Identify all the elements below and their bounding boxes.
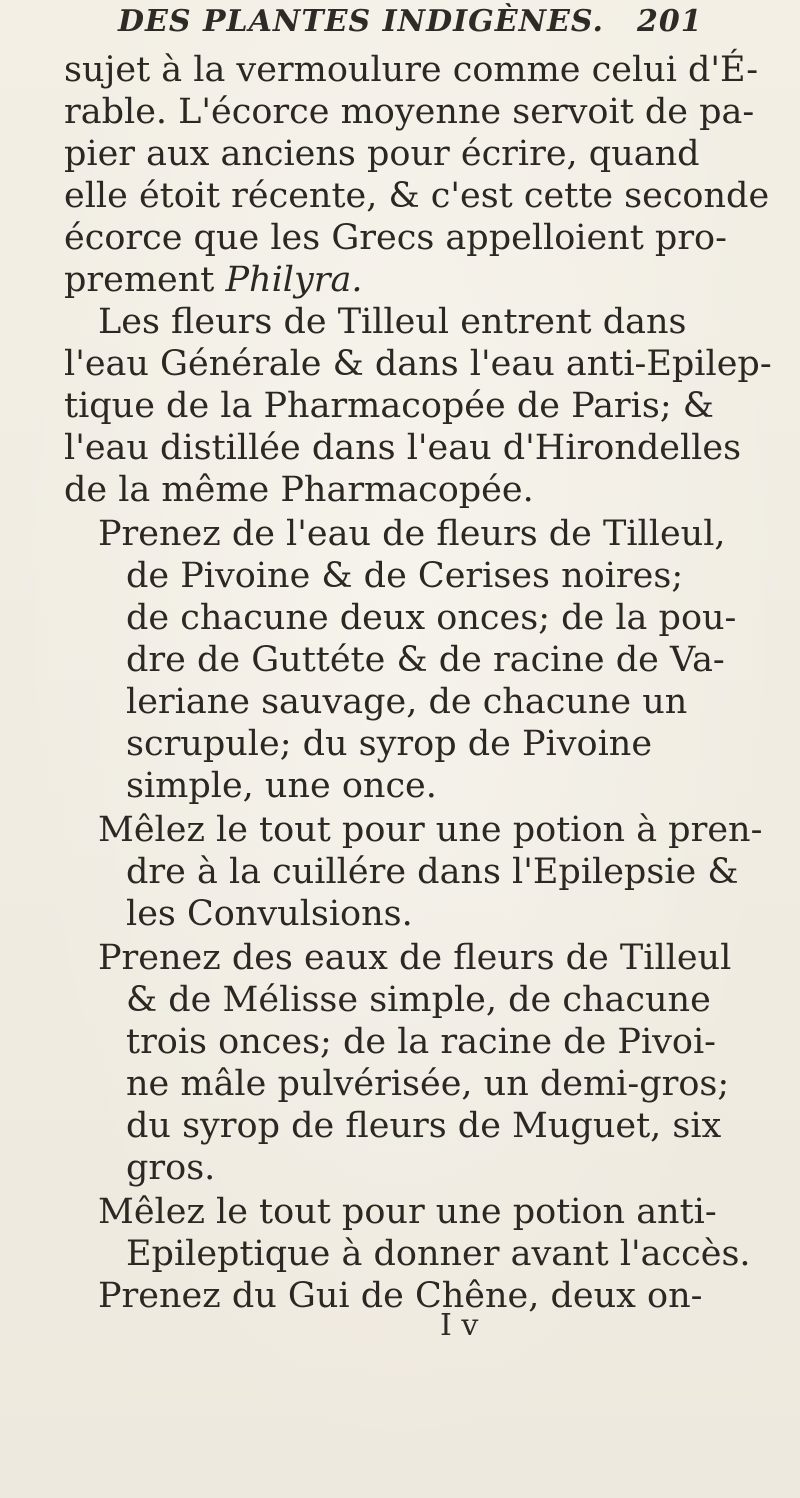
text-segment: prement xyxy=(64,260,215,300)
text-line: Mêlez le tout pour une potion à pren- xyxy=(98,810,763,850)
text-line: de la même Pharmacopée. xyxy=(64,470,534,510)
signature-mark: I v xyxy=(440,1308,479,1343)
text-line: & de Mélisse simple, de chacune xyxy=(126,980,711,1020)
text-line: de Pivoine & de Cerises noires; xyxy=(126,556,684,596)
text-line: scrupule; du syrop de Pivoine xyxy=(126,724,653,764)
running-head-title: DES PLANTES INDIGÈNES. xyxy=(118,4,604,39)
text-line: Prenez de l'eau de fleurs de Tilleul, xyxy=(98,514,726,554)
text-line: gros. xyxy=(126,1148,216,1188)
text-line-with-italic xyxy=(64,258,362,302)
text-line: Prenez des eaux de fleurs de Tilleul xyxy=(98,938,732,978)
text-line: elle étoit récente, & c'est cette seconde xyxy=(64,176,770,216)
text-line: ne mâle pulvérisée, un demi-gros; xyxy=(126,1064,730,1104)
text-line: Epileptique à donner avant l'accès. xyxy=(126,1234,751,1274)
text-line: rable. L'écorce moyenne servoit de pa- xyxy=(64,92,755,132)
text-line: Mêlez le tout pour une potion anti- xyxy=(98,1192,717,1232)
text-line: de chacune deux onces; de la pou- xyxy=(126,598,737,638)
text-line: tique de la Pharmacopée de Paris; & xyxy=(64,386,714,426)
text-line: écorce que les Grecs appelloient pro- xyxy=(64,218,727,258)
text-line: simple, une once. xyxy=(126,766,437,806)
text-line: pier aux anciens pour écrire, quand xyxy=(64,134,700,174)
text-line: l'eau Générale & dans l'eau anti-Epilep- xyxy=(64,344,772,384)
italic-term: Philyra. xyxy=(225,260,363,300)
text-line: sujet à la vermoulure comme celui d'É- xyxy=(64,50,759,90)
text-line: Les fleurs de Tilleul entrent dans xyxy=(98,302,687,342)
page-number: 201 xyxy=(637,4,703,39)
text-line: les Convulsions. xyxy=(126,894,413,934)
text-line: dre à la cuillére dans l'Epilepsie & xyxy=(126,852,739,892)
text-line: Prenez du Gui de Chêne, deux on- xyxy=(98,1276,703,1316)
text-line: dre de Guttéte & de racine de Va- xyxy=(126,640,725,680)
text-line: du syrop de fleurs de Muguet, six xyxy=(126,1106,722,1146)
text-line: leriane sauvage, de chacune un xyxy=(126,682,688,722)
text-line: l'eau distillée dans l'eau d'Hirondelles xyxy=(64,428,742,468)
running-head xyxy=(118,2,718,48)
text-line: trois onces; de la racine de Pivoi- xyxy=(126,1022,717,1062)
